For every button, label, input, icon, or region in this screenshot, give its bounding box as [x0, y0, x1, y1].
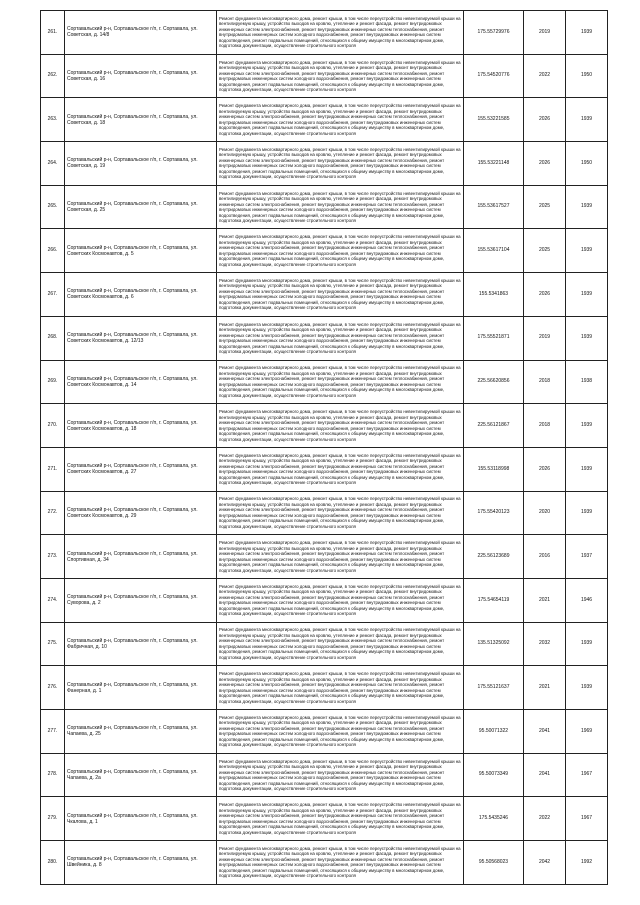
row-cost: 225.56121867	[464, 404, 524, 448]
table-row	[41, 841, 608, 885]
table-row	[41, 535, 608, 579]
row-year-repair: 2041	[524, 753, 566, 797]
table-row	[41, 11, 608, 55]
row-year-built: 1950	[566, 54, 608, 98]
row-number: 279.	[41, 797, 65, 841]
row-year-repair: 2019	[524, 316, 566, 360]
row-number: 271.	[41, 447, 65, 491]
row-year-built: 1939	[566, 185, 608, 229]
row-works: Ремонт фундамента многоквартирного дома, ремонт крыши, в том числе переустройство невентилируемой крыши на вентилируемую крышу, устройство выходов на кровлю, утепление и ремонт фасада, ремонт внутридомовых инженерных систем электроснабжения, ремонт внутридомовых инженерных систем теплоснабжения, ремонт внутридомовых инженерных систем холодного водоснабжения, ремонт внутридомовых инженерных систем водоотведения, ремонт подвальных помещений, относящихся к общему имуществу в многоквартирном доме, подготовка документации, осуществление строительного контроля	[217, 622, 464, 666]
row-year-built: 1946	[566, 578, 608, 622]
table-row	[41, 710, 608, 754]
table-row	[41, 54, 608, 98]
row-year-repair: 2025	[524, 229, 566, 273]
row-year-built: 1939	[566, 273, 608, 317]
row-works: Ремонт фундамента многоквартирного дома, ремонт крыши, в том числе переустройство невентилируемой крыши на вентилируемую крышу, устройство выходов на кровлю, утепление и ремонт фасада, ремонт внутридомовых инженерных систем электроснабжения, ремонт внутридомовых инженерных систем теплоснабжения, ремонт внутридомовых инженерных систем холодного водоснабжения, ремонт внутридомовых инженерных систем водоотведения, ремонт подвальных помещений, относящихся к общему имуществу в многоквартирном доме, подготовка документации, осуществление строительного контроля	[217, 710, 464, 754]
table-row	[41, 316, 608, 360]
row-year-built: 1969	[566, 710, 608, 754]
row-address: Сортавальский р-н, Сортавальское г/п, г. Сортавала, ул. Фанерная, д. 1	[65, 666, 217, 710]
row-number: 270.	[41, 404, 65, 448]
row-address: Сортавальский р-н, Сортавальское г/п, г. Сортавала, ул. Советских Космонавтов, д. 18	[65, 404, 217, 448]
table-row	[41, 404, 608, 448]
row-year-built: 1939	[566, 491, 608, 535]
table-row	[41, 797, 608, 841]
row-number: 264.	[41, 142, 65, 186]
row-number: 265.	[41, 185, 65, 229]
row-address: Сортавальский р-н, Сортавальское г/п, г. Сортавала, ул. Советских Космонавтов, д. 5	[65, 229, 217, 273]
row-number: 274.	[41, 578, 65, 622]
row-year-built: 1939	[566, 622, 608, 666]
table-row	[41, 360, 608, 404]
row-address: Сортавальский р-н, Сортавальское г/п, г. Сортавала, ул. Советских Космонавтов, д. 12/13	[65, 316, 217, 360]
row-address: Сортавальский р-н, Сортавальское г/п, г. Сортавала, ул. Советская, д. 14/8	[65, 11, 217, 55]
row-address: Сортавальский р-н, Сортавальское г/п, г. Сортавала, ул. Советских Космонавтов, д. 14	[65, 360, 217, 404]
row-cost: 175.55521871	[464, 316, 524, 360]
row-cost: 155.53221148	[464, 142, 524, 186]
row-cost: 155.53617104	[464, 229, 524, 273]
row-address: Сортавальский р-н, Сортавальское г/п, г. Сортавала, ул. Советская, д. 18	[65, 98, 217, 142]
row-cost: 95.50071322	[464, 710, 524, 754]
table-row	[41, 142, 608, 186]
row-number: 268.	[41, 316, 65, 360]
row-address: Сортавальский р-н, Сортавальское г/п, г. Сортавала, ул. Советских Космонавтов, д. 27	[65, 447, 217, 491]
row-works: Ремонт фундамента многоквартирного дома, ремонт крыши, в том числе переустройство невентилируемой крыши на вентилируемую крышу, устройство выходов на кровлю, утепление и ремонт фасада, ремонт внутридомовых инженерных систем электроснабжения, ремонт внутридомовых инженерных систем теплоснабжения, ремонт внутридомовых инженерных систем холодного водоснабжения, ремонт внутридомовых инженерных систем водоотведения, ремонт подвальных помещений, относящихся к общему имуществу в многоквартирном доме, подготовка документации, осуществление строительного контроля	[217, 273, 464, 317]
row-cost: 175.55729976	[464, 11, 524, 55]
row-year-repair: 2019	[524, 11, 566, 55]
row-works: Ремонт фундамента многоквартирного дома, ремонт крыши, в том числе переустройство невентилируемой крыши на вентилируемую крышу, устройство выходов на кровлю, утепление и ремонт фасада, ремонт внутридомовых инженерных систем электроснабжения, ремонт внутридомовых инженерных систем теплоснабжения, ремонт внутридомовых инженерных систем холодного водоснабжения, ремонт внутридомовых инженерных систем водоотведения, ремонт подвальных помещений, относящихся к общему имуществу в многоквартирном доме, подготовка документации, осуществление строительного контроля	[217, 447, 464, 491]
row-year-repair: 2032	[524, 622, 566, 666]
row-year-repair: 2022	[524, 54, 566, 98]
row-works: Ремонт фундамента многоквартирного дома, ремонт крыши, в том числе переустройство невентилируемой крыши на вентилируемую крышу, устройство выходов на кровлю, утепление и ремонт фасада, ремонт внутридомовых инженерных систем электроснабжения, ремонт внутридомовых инженерных систем теплоснабжения, ремонт внутридомовых инженерных систем холодного водоснабжения, ремонт внутридомовых инженерных систем водоотведения, ремонт подвальных помещений, относящихся к общему имуществу в многоквартирном доме, подготовка документации, осуществление строительного контроля	[217, 753, 464, 797]
row-address: Сортавальский р-н, Сортавальское г/п, г. Сортавала, ул. Чкалова, д. 1	[65, 797, 217, 841]
table-row	[41, 185, 608, 229]
row-cost: 175.55121637	[464, 666, 524, 710]
row-year-repair: 2042	[524, 841, 566, 885]
row-works: Ремонт фундамента многоквартирного дома, ремонт крыши, в том числе переустройство невентилируемой крыши на вентилируемую крышу, устройство выходов на кровлю, утепление и ремонт фасада, ремонт внутридомовых инженерных систем электроснабжения, ремонт внутридомовых инженерных систем теплоснабжения, ремонт внутридомовых инженерных систем холодного водоснабжения, ремонт внутридомовых инженерных систем водоотведения, ремонт подвальных помещений, относящихся к общему имуществу в многоквартирном доме, подготовка документации, осуществление строительного контроля	[217, 316, 464, 360]
table-row	[41, 666, 608, 710]
row-year-repair: 2025	[524, 185, 566, 229]
table-row	[41, 578, 608, 622]
table-row	[41, 98, 608, 142]
row-works: Ремонт фундамента многоквартирного дома, ремонт крыши, в том числе переустройство невентилируемой крыши на вентилируемую крышу, устройство выходов на кровлю, утепление и ремонт фасада, ремонт внутридомовых инженерных систем электроснабжения, ремонт внутридомовых инженерных систем теплоснабжения, ремонт внутридомовых инженерных систем холодного водоснабжения, ремонт внутридомовых инженерных систем водоотведения, ремонт подвальных помещений, относящихся к общему имуществу в многоквартирном доме, подготовка документации, осуществление строительного контроля	[217, 185, 464, 229]
row-year-repair: 2026	[524, 447, 566, 491]
row-works: Ремонт фундамента многоквартирного дома, ремонт крыши, в том числе переустройство невентилируемой крыши на вентилируемую крышу, устройство выходов на кровлю, утепление и ремонт фасада, ремонт внутридомовых инженерных систем электроснабжения, ремонт внутридомовых инженерных систем теплоснабжения, ремонт внутридомовых инженерных систем холодного водоснабжения, ремонт внутридомовых инженерных систем водоотведения, ремонт подвальных помещений, относящихся к общему имуществу в многоквартирном доме, подготовка документации, осуществление строительного контроля	[217, 841, 464, 885]
row-year-built: 1939	[566, 98, 608, 142]
row-cost: 225.56123689	[464, 535, 524, 579]
row-number: 266.	[41, 229, 65, 273]
row-cost: 95.50568023	[464, 841, 524, 885]
row-cost: 175.54654119	[464, 578, 524, 622]
table-row	[41, 229, 608, 273]
row-number: 276.	[41, 666, 65, 710]
row-year-built: 1938	[566, 360, 608, 404]
row-number: 273.	[41, 535, 65, 579]
row-works: Ремонт фундамента многоквартирного дома, ремонт крыши, в том числе переустройство невентилируемой крыши на вентилируемую крышу, устройство выходов на кровлю, утепление и ремонт фасада, ремонт внутридомовых инженерных систем электроснабжения, ремонт внутридомовых инженерных систем теплоснабжения, ремонт внутридомовых инженерных систем холодного водоснабжения, ремонт внутридомовых инженерных систем водоотведения, ремонт подвальных помещений, относящихся к общему имуществу в многоквартирном доме, подготовка документации, осуществление строительного контроля	[217, 797, 464, 841]
row-year-repair: 2018	[524, 360, 566, 404]
row-year-built: 1937	[566, 535, 608, 579]
row-year-repair: 2021	[524, 666, 566, 710]
row-year-built: 1939	[566, 404, 608, 448]
row-year-repair: 2021	[524, 578, 566, 622]
row-year-repair: 2026	[524, 98, 566, 142]
row-address: Сортавальский р-н, Сортавальское г/п, г. Сортавала, ул. Советская, д. 19	[65, 142, 217, 186]
row-address: Сортавальский р-н, Сортавальское г/п, г. Сортавала, ул. Чапаева, д. 25	[65, 710, 217, 754]
row-number: 262.	[41, 54, 65, 98]
table-row	[41, 622, 608, 666]
capital-repair-table	[40, 10, 608, 885]
row-cost: 135.51325092	[464, 622, 524, 666]
row-year-built: 1967	[566, 797, 608, 841]
row-works: Ремонт фундамента многоквартирного дома, ремонт крыши, в том числе переустройство невентилируемой крыши на вентилируемую крышу, устройство выходов на кровлю, утепление и ремонт фасада, ремонт внутридомовых инженерных систем электроснабжения, ремонт внутридомовых инженерных систем теплоснабжения, ремонт внутридомовых инженерных систем холодного водоснабжения, ремонт внутридомовых инженерных систем водоотведения, ремонт подвальных помещений, относящихся к общему имуществу в многоквартирном доме, подготовка документации, осуществление строительного контроля	[217, 54, 464, 98]
row-year-repair: 2026	[524, 273, 566, 317]
row-works: Ремонт фундамента многоквартирного дома, ремонт крыши, в том числе переустройство невентилируемой крыши на вентилируемую крышу, устройство выходов на кровлю, утепление и ремонт фасада, ремонт внутридомовых инженерных систем электроснабжения, ремонт внутридомовых инженерных систем теплоснабжения, ремонт внутридомовых инженерных систем холодного водоснабжения, ремонт внутридомовых инженерных систем водоотведения, ремонт подвальных помещений, относящихся к общему имуществу в многоквартирном доме, подготовка документации, осуществление строительного контроля	[217, 11, 464, 55]
row-year-built: 1939	[566, 666, 608, 710]
row-works: Ремонт фундамента многоквартирного дома, ремонт крыши, в том числе переустройство невентилируемой крыши на вентилируемую крышу, устройство выходов на кровлю, утепление и ремонт фасада, ремонт внутридомовых инженерных систем электроснабжения, ремонт внутридомовых инженерных систем теплоснабжения, ремонт внутридомовых инженерных систем холодного водоснабжения, ремонт внутридомовых инженерных систем водоотведения, ремонт подвальных помещений, относящихся к общему имуществу в многоквартирном доме, подготовка документации, осуществление строительного контроля	[217, 229, 464, 273]
row-year-built: 1950	[566, 142, 608, 186]
table-row	[41, 753, 608, 797]
row-cost: 175.54520776	[464, 54, 524, 98]
row-number: 277.	[41, 710, 65, 754]
table-row	[41, 273, 608, 317]
table-body	[41, 11, 608, 885]
row-works: Ремонт фундамента многоквартирного дома, ремонт крыши, в том числе переустройство невентилируемой крыши на вентилируемую крышу, устройство выходов на кровлю, утепление и ремонт фасада, ремонт внутридомовых инженерных систем электроснабжения, ремонт внутридомовых инженерных систем теплоснабжения, ремонт внутридомовых инженерных систем холодного водоснабжения, ремонт внутридомовых инженерных систем водоотведения, ремонт подвальных помещений, относящихся к общему имуществу в многоквартирном доме, подготовка документации, осуществление строительного контроля	[217, 404, 464, 448]
row-address: Сортавальский р-н, Сортавальское г/п, г. Сортавала, ул. Спортивная, д. 34	[65, 535, 217, 579]
row-works: Ремонт фундамента многоквартирного дома, ремонт крыши, в том числе переустройство невентилируемой крыши на вентилируемую крышу, устройство выходов на кровлю, утепление и ремонт фасада, ремонт внутридомовых инженерных систем электроснабжения, ремонт внутридомовых инженерных систем теплоснабжения, ремонт внутридомовых инженерных систем холодного водоснабжения, ремонт внутридомовых инженерных систем водоотведения, ремонт подвальных помещений, относящихся к общему имуществу в многоквартирном доме, подготовка документации, осуществление строительного контроля	[217, 98, 464, 142]
row-year-built: 1992	[566, 841, 608, 885]
row-cost: 155.53118998	[464, 447, 524, 491]
row-number: 263.	[41, 98, 65, 142]
row-address: Сортавальский р-н, Сортавальское г/п, г. Сортавала, ул. Чапаева, д. 2а	[65, 753, 217, 797]
row-works: Ремонт фундамента многоквартирного дома, ремонт крыши, в том числе переустройство невентилируемой крыши на вентилируемую крышу, устройство выходов на кровлю, утепление и ремонт фасада, ремонт внутридомовых инженерных систем электроснабжения, ремонт внутридомовых инженерных систем теплоснабжения, ремонт внутридомовых инженерных систем холодного водоснабжения, ремонт внутридомовых инженерных систем водоотведения, ремонт подвальных помещений, относящихся к общему имуществу в многоквартирном доме, подготовка документации, осуществление строительного контроля	[217, 666, 464, 710]
row-cost: 155.53617527	[464, 185, 524, 229]
row-year-built: 1967	[566, 753, 608, 797]
row-works: Ремонт фундамента многоквартирного дома, ремонт крыши, в том числе переустройство невентилируемой крыши на вентилируемую крышу, устройство выходов на кровлю, утепление и ремонт фасада, ремонт внутридомовых инженерных систем электроснабжения, ремонт внутридомовых инженерных систем теплоснабжения, ремонт внутридомовых инженерных систем холодного водоснабжения, ремонт внутридомовых инженерных систем водоотведения, ремонт подвальных помещений, относящихся к общему имуществу в многоквартирном доме, подготовка документации, осуществление строительного контроля	[217, 578, 464, 622]
row-year-built: 1939	[566, 11, 608, 55]
row-year-repair: 2022	[524, 797, 566, 841]
row-cost: 155.53221585	[464, 98, 524, 142]
row-cost: 95.50073349	[464, 753, 524, 797]
row-address: Сортавальский р-н, Сортавальское г/п, г. Сортавала, ул. Советских Космонавтов, д. 6	[65, 273, 217, 317]
row-number: 278.	[41, 753, 65, 797]
table-row	[41, 447, 608, 491]
row-address: Сортавальский р-н, Сортавальское г/п, г. Сортавала, ул. Советская, д. 16	[65, 54, 217, 98]
row-year-built: 1939	[566, 316, 608, 360]
row-year-repair: 2016	[524, 535, 566, 579]
row-year-repair: 2026	[524, 142, 566, 186]
row-works: Ремонт фундамента многоквартирного дома, ремонт крыши, в том числе переустройство невентилируемой крыши на вентилируемую крышу, устройство выходов на кровлю, утепление и ремонт фасада, ремонт внутридомовых инженерных систем электроснабжения, ремонт внутридомовых инженерных систем теплоснабжения, ремонт внутридомовых инженерных систем холодного водоснабжения, ремонт внутридомовых инженерных систем водоотведения, ремонт подвальных помещений, относящихся к общему имуществу в многоквартирном доме, подготовка документации, осуществление строительного контроля	[217, 491, 464, 535]
row-year-built: 1939	[566, 229, 608, 273]
row-number: 261.	[41, 11, 65, 55]
row-number: 267.	[41, 273, 65, 317]
row-year-repair: 2018	[524, 404, 566, 448]
row-number: 272.	[41, 491, 65, 535]
row-year-built: 1939	[566, 447, 608, 491]
row-address: Сортавальский р-н, Сортавальское г/п, г. Сортавала, ул. Советских Космонавтов, д. 29	[65, 491, 217, 535]
row-address: Сортавальский р-н, Сортавальское г/п, г. Сортавала, ул. Швейника, д. 8	[65, 841, 217, 885]
row-year-repair: 2020	[524, 491, 566, 535]
table-row	[41, 491, 608, 535]
row-works: Ремонт фундамента многоквартирного дома, ремонт крыши, в том числе переустройство невентилируемой крыши на вентилируемую крышу, устройство выходов на кровлю, утепление и ремонт фасада, ремонт внутридомовых инженерных систем электроснабжения, ремонт внутридомовых инженерных систем теплоснабжения, ремонт внутридомовых инженерных систем холодного водоснабжения, ремонт внутридомовых инженерных систем водоотведения, ремонт подвальных помещений, относящихся к общему имуществу в многоквартирном доме, подготовка документации, осуществление строительного контроля	[217, 142, 464, 186]
row-address: Сортавальский р-н, Сортавальское г/п, г. Сортавала, ул. Советская, д. 25	[65, 185, 217, 229]
row-address: Сортавальский р-н, Сортавальское г/п, г. Сортавала, ул. Фабричная, д. 10	[65, 622, 217, 666]
row-works: Ремонт фундамента многоквартирного дома, ремонт крыши, в том числе переустройство невентилируемой крыши на вентилируемую крышу, устройство выходов на кровлю, утепление и ремонт фасада, ремонт внутридомовых инженерных систем электроснабжения, ремонт внутридомовых инженерных систем теплоснабжения, ремонт внутридомовых инженерных систем холодного водоснабжения, ремонт внутридомовых инженерных систем водоотведения, ремонт подвальных помещений, относящихся к общему имуществу в многоквартирном доме, подготовка документации, осуществление строительного контроля	[217, 360, 464, 404]
row-works: Ремонт фундамента многоквартирного дома, ремонт крыши, в том числе переустройство невентилируемой крыши на вентилируемую крышу, устройство выходов на кровлю, утепление и ремонт фасада, ремонт внутридомовых инженерных систем электроснабжения, ремонт внутридомовых инженерных систем теплоснабжения, ремонт внутридомовых инженерных систем холодного водоснабжения, ремонт внутридомовых инженерных систем водоотведения, ремонт подвальных помещений, относящихся к общему имуществу в многоквартирном доме, подготовка документации, осуществление строительного контроля	[217, 535, 464, 579]
row-number: 269.	[41, 360, 65, 404]
row-number: 275.	[41, 622, 65, 666]
row-address: Сортавальский р-н, Сортавальское г/п, г. Сортавала, ул. Суворова, д. 2	[65, 578, 217, 622]
row-cost: 175.5435246	[464, 797, 524, 841]
row-cost: 155.5341863	[464, 273, 524, 317]
row-year-repair: 2041	[524, 710, 566, 754]
row-cost: 175.55420123	[464, 491, 524, 535]
row-number: 280.	[41, 841, 65, 885]
row-cost: 225.56620856	[464, 360, 524, 404]
